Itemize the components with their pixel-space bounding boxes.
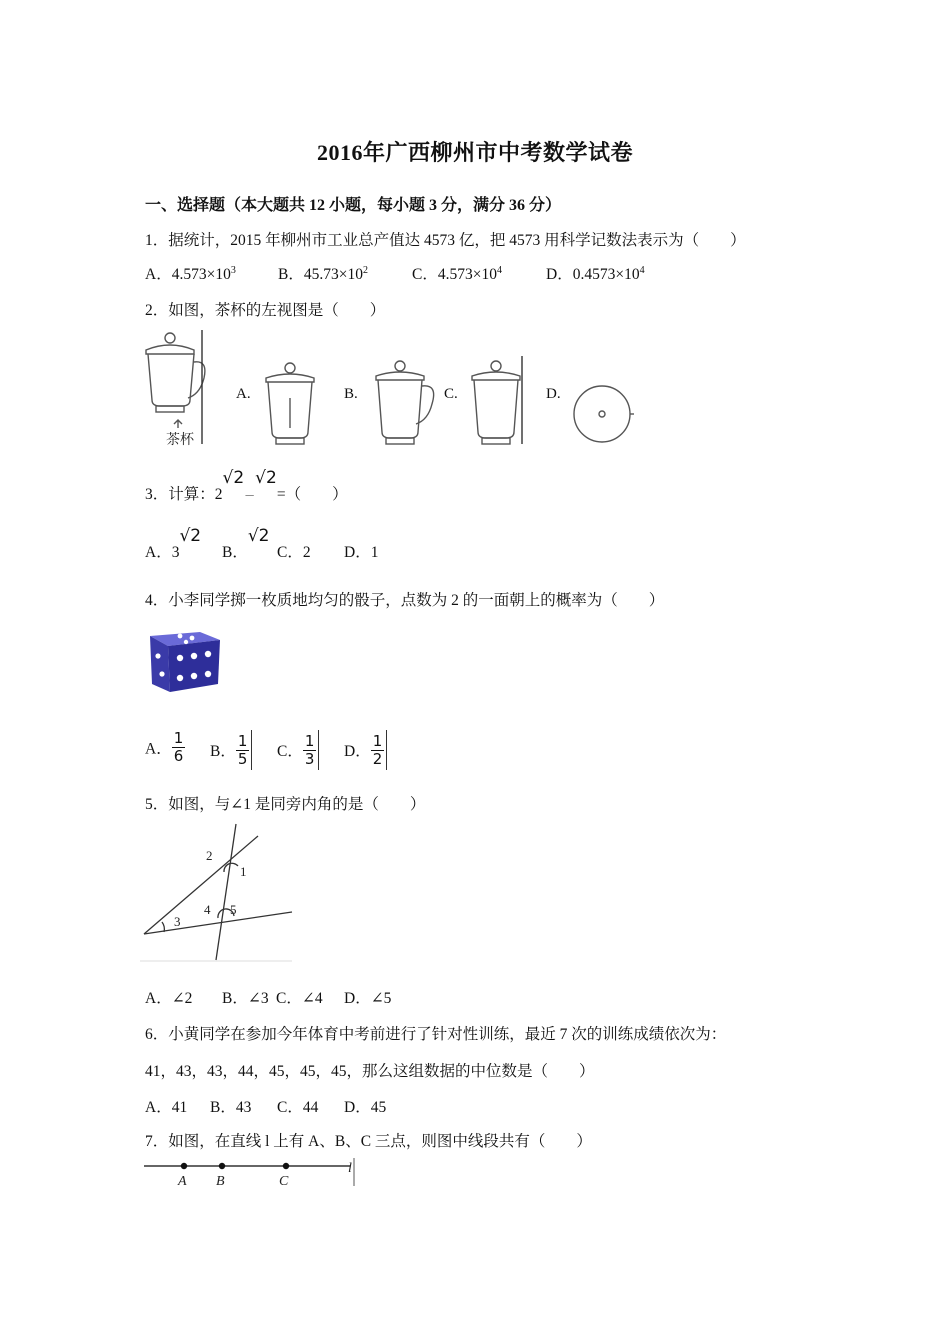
q5-stem: 5．如图，与∠1 是同旁内角的是（ ） (145, 796, 426, 813)
q4-option-b: B． $\frac{1}{5}$ (210, 730, 252, 770)
page-title: 2016年广西柳州市中考数学试卷 (316, 140, 633, 165)
angle-label-4: 4 (204, 902, 211, 917)
q6-option-d: D．45 (344, 1099, 387, 1116)
q1-option-a: A．$4.573\times 10^3$ (145, 265, 236, 283)
q3-option-b: B．√2 (222, 526, 270, 561)
q5-option-a: A．∠2 (145, 990, 193, 1007)
q2-option-c-label: C. (444, 386, 458, 402)
point-label-a: A (178, 1174, 187, 1189)
angle-label-3: 3 (174, 914, 181, 929)
angle-label-2: 2 (206, 848, 213, 863)
q6-option-a: A．41 (145, 1099, 188, 1116)
q6-stem: 6．小黄同学在参加今年体育中考前进行了针对性训练，最近 7 次的训练成绩依次为： (145, 1026, 727, 1043)
q7-stem: 7．如图，在直线 l 上有 A、B、C 三点，则图中线段共有（ ） (145, 1133, 592, 1150)
q5-option-b: B．∠3 (222, 990, 269, 1007)
q1-option-b: B．$45.73\times 10^2$ (278, 265, 368, 283)
q1-option-d: D．$0.4573\times 10^4$ (546, 265, 645, 283)
q3-stem: 3．计算：$2√2_-√2=$（ ） (145, 468, 348, 503)
point-a (181, 1163, 187, 1169)
option-a-view (266, 363, 314, 444)
point-label-c: C (279, 1174, 289, 1189)
option-c-view (472, 356, 522, 444)
q4-stem: 4．小李同学掷一枚质地均匀的骰子，点数为 2 的一面朝上的概率为（ ） (145, 592, 665, 609)
angle-label-5: 5 (230, 902, 237, 917)
option-d-view (574, 386, 634, 442)
q5-option-c: C．∠4 (276, 990, 323, 1007)
q3-option-c: C．2 (277, 544, 311, 561)
q2-option-a-label: A. (236, 386, 251, 402)
line-label-l: l (348, 1161, 352, 1176)
q4-option-c: C． $\frac{1}{3}$ (277, 730, 319, 770)
option-b-view (376, 361, 434, 444)
q1-stem: 1．据统计，2015 年柳州市工业总产值达 4573 亿，把 4573 用科学记数法表示为（ ） (145, 232, 746, 249)
angle-label-1: 1 (240, 864, 247, 879)
q2-option-b-label: B. (344, 386, 358, 402)
section-heading: 一、选择题（本大题共 12 小题，每小题 3 分，满分 36 分） (145, 197, 562, 214)
q5-option-d: D．∠5 (344, 990, 392, 1007)
point-b (219, 1163, 225, 1169)
teacup-figure (146, 330, 205, 444)
q7-line-figure (142, 1156, 362, 1190)
q2-stem: 2．如图，茶杯的左视图是（ ） (145, 302, 386, 319)
q1-option-c: C．$4.573\times 10^4$ (412, 265, 502, 283)
dice-image (146, 622, 226, 694)
q2-figure (140, 328, 640, 450)
q6-option-c: C．44 (277, 1099, 319, 1116)
q3-option-d: D．1 (344, 544, 379, 561)
cup-caption: 茶杯 (166, 433, 194, 448)
q3-option-a: A．3√2 (145, 526, 202, 561)
q4-option-a: A． $\frac{1}{6}$ (145, 729, 184, 765)
q6-stem-data: 41，43，43，44，45，45，45，那么这组数据的中位数是（ ） (145, 1063, 595, 1080)
q4-option-d: D． $\frac{1}{2}$ (344, 730, 387, 770)
q5-angle-figure (140, 822, 296, 964)
q6-option-b: B．43 (210, 1099, 252, 1116)
q2-option-d-label: D. (546, 386, 561, 402)
point-c (283, 1163, 289, 1169)
point-label-b: B (216, 1174, 225, 1189)
